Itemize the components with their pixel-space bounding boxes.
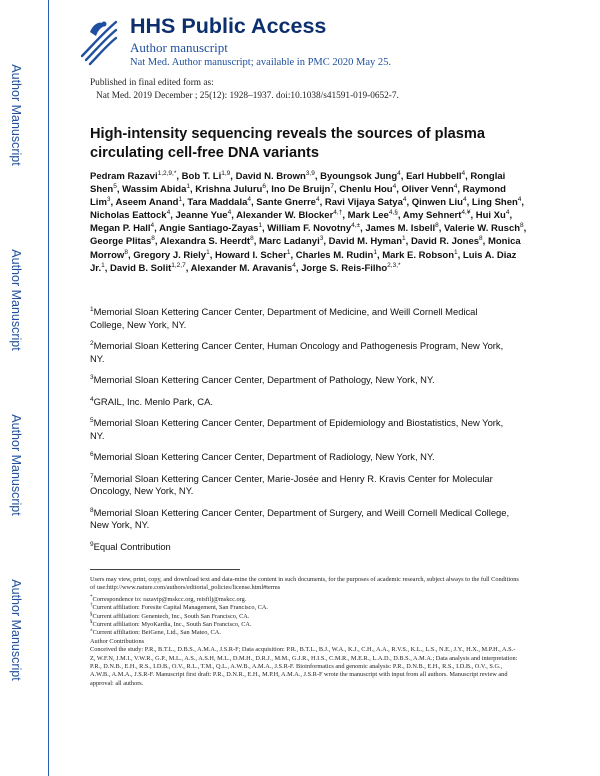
affiliation-text: Memorial Sloan Kettering Cancer Center, Department of Medicine, and Weill Cornell Medical College, New York, NY.	[90, 306, 478, 330]
author-affiliation-marker: 4	[166, 209, 171, 217]
author-affiliation-marker: 8	[435, 222, 439, 230]
affiliation-number: 8	[90, 506, 94, 514]
publication-line: Published in final edited form as:	[90, 78, 214, 88]
affiliation-text: GRAIL, Inc. Menlo Park, CA.	[93, 395, 213, 407]
header-title: HHS Public Access	[130, 14, 327, 38]
author-name: Wassim Abida	[122, 184, 187, 196]
author-name: David R. Jones	[410, 236, 480, 248]
author-affiliation-marker: 5	[113, 182, 117, 190]
affiliation-item	[90, 306, 510, 331]
author-affiliation-marker: 4	[462, 196, 467, 204]
hhs-eagle-logo-icon	[76, 12, 122, 68]
affiliation-number: 5	[90, 416, 94, 424]
author-name: Qinwen Liu	[411, 197, 463, 209]
footnote-symbol: ±	[90, 628, 93, 634]
affiliation-item	[90, 541, 510, 554]
header-journal-line: Nat Med. Author manuscript; available in PMC 2020 May 25.	[130, 57, 392, 68]
author-affiliation-marker: 4	[247, 196, 251, 204]
side-label: Author Manuscript	[9, 579, 23, 681]
contributions-text: Conceived the study: P.R., B.T.L., D.B.S., A.M.A., J.S.R-F; Data acquisition: P.R., B.T.L., B.J., W.A., K.J., C.H., A.A., R.V.S., K.L., L.S., N.E., J.Y., H.X., M.P.H., A.S.-Z, W.F.N, J.M.I., V.W.R., G.P., M.L., A.S., A.S.H, M.L., D.M.H., D.R.J., M.M., G.J.R., H.I.S., C.M.R., M.E.R., L.A.D., D.B.S., A.M.A.; Data analysis and interpretation: P.R., D.N.B., E.H., R.S., I.D.B., O.V., R.L., T.M., Q.L., A.W.B., A.M.A., J.S.R-F. Bioinformatics and genomic analysis: P.R., D.N.B., E.H., R.S., I.D.B., O.V., S.G., A.W.B., A.M.A., J.S.R-F. Manuscript first draft: P.R., D.N.R., E.H., M.P.H, A.M.A., J.S.R-F wrote the manuscript with input from all authors. Manuscript review and approval: all authors.	[90, 646, 518, 687]
citation-line: Nat Med. 2019 December ; 25(12): 1928–1937. doi:10.1038/s41591-019-0652-7.	[96, 91, 399, 101]
side-label: Author Manuscript	[9, 249, 23, 351]
author-affiliation-marker: 1,9	[221, 169, 231, 177]
author-name: Earl Hubbell	[406, 171, 462, 182]
author-name: Ling Shen	[471, 197, 518, 209]
footnote-item	[90, 629, 520, 637]
author-name: Jorge S. Reis-Filho	[301, 262, 388, 274]
author-name: Valerie W. Rusch	[444, 223, 521, 235]
author-name: Charles M. Rudin	[295, 249, 374, 261]
footnote-symbol: §	[90, 611, 93, 617]
footnote-symbol: ¥	[90, 619, 93, 625]
author-affiliation-marker: 8	[151, 235, 155, 243]
author-affiliation-marker: 4,¥	[461, 209, 471, 217]
footnote-text: Correspondence to: razavip@mskcc.org, reisfilj@mskcc.org.	[92, 595, 247, 603]
author-affiliation-marker: 8	[124, 248, 128, 256]
author-affiliation-marker: 8	[520, 222, 524, 230]
affiliation-item	[90, 507, 510, 532]
author-affiliation-marker: 4	[315, 196, 320, 204]
affiliation-number: 3	[90, 373, 94, 381]
author-name: Byoungsok Jung	[320, 171, 398, 182]
affiliation-number: 1	[90, 305, 94, 313]
author-name: Amy Sehnert	[402, 210, 462, 222]
author-affiliation-marker: 1	[206, 248, 210, 256]
author-name: Alexandra S. Heerdt	[159, 236, 251, 248]
author-name: Mark E. Robson	[382, 249, 455, 261]
author-affiliation-marker: 4,±	[351, 222, 361, 230]
author-affiliation-marker: 3	[319, 235, 324, 243]
author-name: Tara Maddala	[187, 197, 248, 209]
author-name: Monica Morrow	[90, 236, 521, 261]
author-affiliation-marker: 4	[227, 209, 232, 217]
author-name: David B. Solit	[110, 262, 172, 274]
affiliation-number: 4	[90, 395, 94, 403]
affiliation-item	[90, 451, 510, 464]
contributions-heading: Author Contributions	[90, 637, 145, 645]
author-affiliation-marker: 2,3,*	[387, 261, 401, 269]
author-name: Howard I. Scher	[215, 249, 287, 261]
affiliation-text: Equal Contribution	[93, 540, 171, 552]
affiliation-number: 6	[90, 450, 94, 458]
author-affiliation-marker: 1	[286, 248, 291, 256]
footnote-text: Current affiliation: MyoKardia, Inc., South San Francisco, CA.	[92, 621, 252, 629]
footnotes	[90, 576, 520, 688]
author-affiliation-marker: 1,2,9,*	[157, 169, 177, 177]
footnote-symbol: *	[90, 594, 93, 600]
footnote-text: Current affiliation: BeiGene, Ltd., San Mateo, CA.	[92, 629, 221, 637]
footnote-item	[90, 596, 520, 604]
author-name: George Plitas	[90, 236, 152, 248]
author-name: Alexander W. Blocker	[236, 210, 334, 222]
author-affiliation-marker: 8	[479, 235, 483, 243]
author-name: Nicholas Eattock	[90, 210, 167, 222]
affiliation-item	[90, 340, 510, 365]
affiliation-text: Memorial Sloan Kettering Cancer Center, Department of Epidemiology and Biostatistics, New York, NY.	[90, 417, 504, 441]
author-affiliation-marker: 4	[150, 222, 155, 230]
author-affiliation-marker: 1	[373, 248, 377, 256]
author-affiliation-marker: 4	[453, 182, 458, 190]
footnote-item	[90, 613, 520, 621]
author-affiliation-marker: 4	[505, 209, 510, 217]
author-affiliation-marker: 1	[101, 261, 105, 269]
author-name: Aseem Anand	[115, 197, 179, 209]
footnote-symbol: †	[90, 603, 93, 609]
author-name: Oliver Venn	[401, 184, 454, 196]
author-name: Bob T. Li	[181, 171, 222, 182]
author-affiliation-marker: 1,2,7	[171, 261, 186, 269]
author-name: Marc Ladanyi	[259, 236, 320, 248]
author-affiliation-marker: 4,†	[333, 209, 343, 217]
affiliation-number: 2	[90, 339, 94, 347]
side-label: Author Manuscript	[9, 414, 23, 516]
author-affiliation-marker: 1	[402, 235, 406, 243]
affiliation-item	[90, 473, 510, 498]
author-name: Sante Gnerre	[256, 197, 316, 209]
publication-info	[90, 77, 399, 103]
article-title: High-intensity sequencing reveals the sources of plasma circulating cell-free DNA variants	[90, 126, 485, 161]
affiliation-item	[90, 396, 510, 409]
author-affiliation-marker: 4	[397, 169, 401, 177]
affiliation-text: Memorial Sloan Kettering Cancer Center, Department of Pathology, New York, NY.	[93, 374, 435, 385]
author-name: Raymond Lim	[90, 184, 506, 209]
author-name: Hui Xu	[475, 210, 506, 222]
author-affiliation-marker: 1	[454, 248, 458, 256]
author-affiliation-marker: 4,§	[388, 209, 398, 217]
author-affiliation-marker: 8	[250, 235, 254, 243]
author-affiliation-marker: 4	[461, 169, 466, 177]
author-affiliation-marker: 3	[106, 196, 111, 204]
author-name: David N. Brown	[235, 171, 306, 182]
affiliation-text: Memorial Sloan Kettering Cancer Center, Department of Surgery, and Weill Cornell Medical College, New York, NY.	[90, 506, 510, 530]
author-affiliation-marker: 7	[330, 182, 334, 190]
author-affiliation-marker: 4	[292, 261, 296, 269]
author-name: Gregory J. Riely	[133, 249, 207, 261]
author-name: Alexander M. Aravanis	[190, 262, 293, 274]
footnote-item	[90, 604, 520, 612]
affiliation-item	[90, 417, 510, 442]
author-name: James M. Isbell	[365, 223, 436, 235]
affiliation-text: Memorial Sloan Kettering Cancer Center, Human Oncology and Pathogenesis Program, New York, NY.	[90, 340, 504, 364]
affiliation-list	[90, 306, 510, 562]
author-name: Angie Santiago-Zayas	[159, 223, 259, 235]
author-affiliation-marker: 6	[262, 182, 266, 190]
author-affiliation-marker: 3,9	[305, 169, 315, 177]
author-name: David M. Hyman	[328, 236, 403, 248]
author-affiliation-marker: 4	[402, 196, 407, 204]
margin-rule	[48, 0, 49, 776]
usage-notice: Users may view, print, copy, and download text and data-mine the content in such documents, for the purposes of academic research, subject always to the full Conditions of use:http://www.nature.com/authors/editorial_policies/license.html#terms	[90, 576, 519, 592]
author-affiliation-marker: 1	[178, 196, 183, 204]
author-name: Ronglai Shen	[90, 171, 506, 196]
author-affiliation-marker: 4	[392, 182, 397, 190]
affiliation-number: 7	[90, 472, 94, 480]
affiliation-item	[90, 374, 510, 387]
author-name: Pedram Razavi	[90, 171, 158, 182]
side-label: Author Manuscript	[9, 64, 23, 166]
footnote-divider	[90, 569, 240, 570]
author-name: Mark Lee	[347, 210, 389, 222]
author-name: Megan P. Hall	[90, 223, 151, 235]
author-affiliation-marker: 1	[186, 182, 190, 190]
footnote-text: Current affiliation: Genentech, Inc., South San Francisco, CA.	[92, 612, 250, 620]
author-name: Jeanne Yue	[175, 210, 228, 222]
affiliation-text: Memorial Sloan Kettering Cancer Center, Department of Radiology, New York, NY.	[93, 451, 435, 462]
author-name: Luis A. Diaz Jr.	[90, 249, 517, 274]
affiliation-text: Memorial Sloan Kettering Cancer Center, Marie-Josée and Henry R. Kravis Center for Molecular Oncology, New York, NY.	[90, 472, 493, 496]
author-affiliation-marker: 4	[517, 196, 522, 204]
author-name: Ravi Vijaya Satya	[324, 197, 403, 209]
footnote-text: Current affiliation: Foresite Capital Management, San Francisco, CA.	[92, 604, 268, 612]
author-name: William F. Novotny	[267, 223, 352, 235]
author-name: Chenlu Hou	[339, 184, 393, 196]
author-name: Ino De Bruijn	[271, 184, 331, 196]
correspondence-notes	[90, 596, 520, 638]
author-list: Pedram Razavi$^{1,2,9,*}$, Bob T. Li$^{1,9}$, David N. Brown$^{3,9}$, Byoungsok Jung$^4$, Earl Hubbell$^4$, Ronglai Shen$^5$, Wassim Abida$^1$, Krishna Juluru$^6$, Ino De Bruijn$^7$, Chenlu Hou$^4$, Oliver Venn$^4$, Raymond Lim$^3$, Aseem Anand$^1$, Tara Maddala$^4$, Sante Gnerre$^4$, Ravi Vijaya Satya$^4$, Qinwen Liu$^4$, Ling Shen$^4$, Nicholas Eattock$^4$, Jeanne Yue$^4$, Alexander W. Blocker$^{4,\dagger}$, Mark Lee$^{4,\S}$, Amy Sehnert$^{4,¥}$, Hui Xu$^4$, Megan P. Hall$^4$, Angie Santiago-Zayas$^1$, William F. Novotny$^{4,\pm}$, James M. Isbell$^8$, Valerie W. Rusch$^8$, George Plitas$^8$, Alexandra S. Heerdt$^8$, Marc Ladanyi$^3$, David M. Hyman$^1$, David R. Jones$^8$, Monica Morrow$^8$, Gregory J. Riely$^1$, Howard I. Scher$^1$, Charles M. Rudin$^1$, Mark E. Robson$^1$, Luis A. Diaz Jr.$^1$, David B. Solit$^{1,2,7}$, Alexander M. Aravanis$^4$, Jorge S. Reis-Filho$^{2,3,*}$	[90, 169, 527, 274]
affiliation-number: 9	[90, 540, 94, 548]
author-name: Krishna Juluru	[195, 184, 263, 196]
author-affiliation-marker: 1	[258, 222, 262, 230]
header-subtitle: Author manuscript	[130, 40, 228, 55]
